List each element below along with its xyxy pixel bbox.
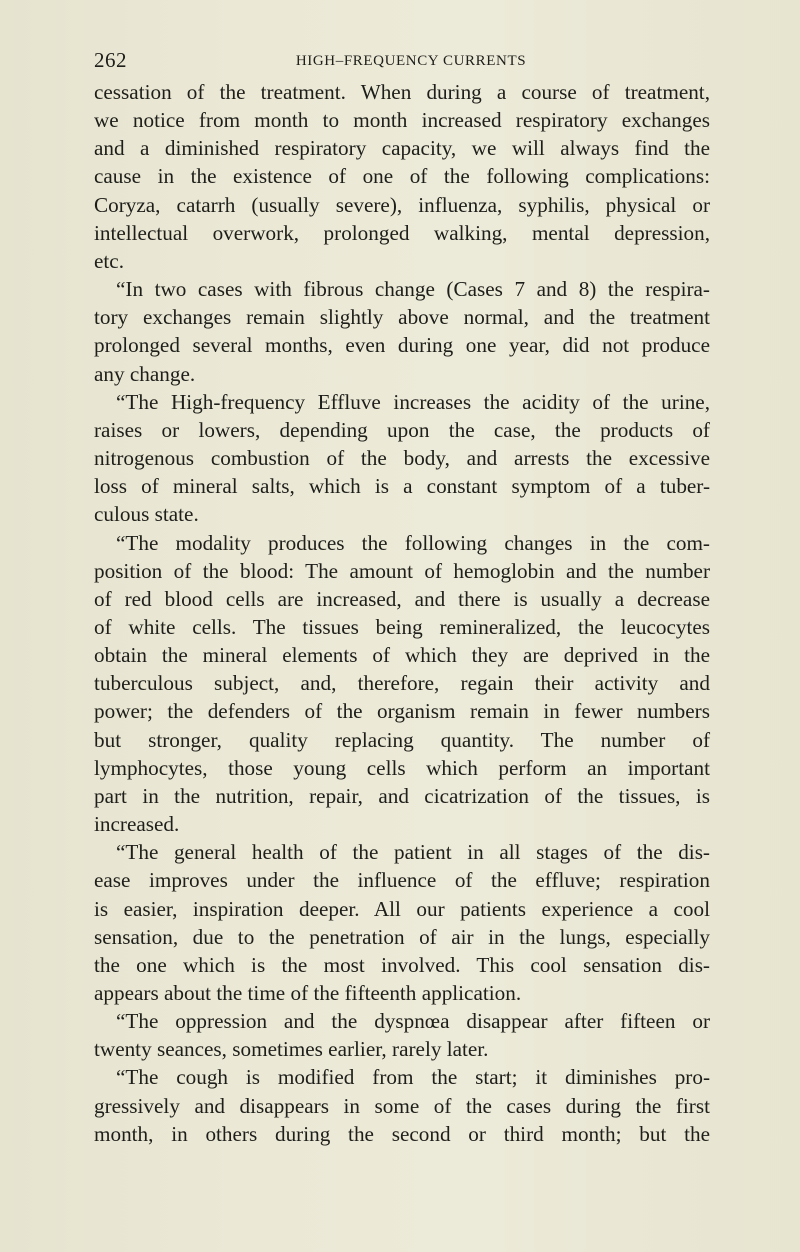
page-number: 262: [94, 48, 127, 72]
text-line: part in the nutrition, repair, and cicatrization of the tissues, is: [94, 783, 710, 808]
paragraph: [94, 529, 710, 839]
text-line: lymphocytes, those young cells which perform an important: [94, 755, 710, 780]
body-text: [94, 78, 710, 1148]
text-line: raises or lowers, depending upon the case, the products of: [94, 417, 710, 442]
text-line: power; the defenders of the organism remain in fewer numbers: [94, 699, 710, 724]
text-line: intellectual overwork, prolonged walking, mental depression,: [94, 220, 710, 245]
text-line: obtain the mineral elements of which they are deprived in the: [94, 643, 710, 668]
text-line: prolonged several months, even during one year, did not produce: [94, 333, 710, 358]
text-line: “The modality produces the following changes in the com-: [116, 530, 710, 555]
paragraph: [94, 78, 710, 275]
text-line: position of the blood: The amount of hemoglobin and the number: [94, 558, 710, 583]
text-line: etc.: [94, 248, 124, 273]
paragraph: [94, 388, 710, 529]
paragraph: [94, 275, 710, 388]
running-head: [94, 44, 710, 74]
text-line: “The High-frequency Effluve increases the acidity of the urine,: [116, 389, 710, 414]
text-line: nitrogenous combustion of the body, and arrests the excessive: [94, 446, 710, 471]
text-line: ease improves under the influence of the effluve; respiration: [94, 868, 710, 893]
text-line: but stronger, quality replacing quantity. The number of: [94, 727, 710, 752]
paragraph: [94, 1007, 710, 1063]
text-line: of red blood cells are increased, and there is usually a decrease: [94, 586, 710, 611]
text-line: “The general health of the patient in all stages of the dis-: [116, 840, 710, 865]
text-line: cause in the existence of one of the following complications:: [94, 164, 710, 189]
text-line: appears about the time of the fifteenth application.: [94, 981, 522, 1005]
text-line: sensation, due to the penetration of air in the lungs, especially: [94, 924, 710, 949]
paragraph: [94, 838, 710, 1007]
text-line: the one which is the most involved. This cool sensation dis-: [94, 952, 710, 977]
text-line: gressively and disappears in some of the cases during the first: [94, 1093, 710, 1118]
text-line: “The cough is modified from the start; it diminishes pro-: [116, 1065, 710, 1090]
text-line: culous state.: [94, 502, 199, 527]
text-line: “The oppression and the dyspnœa disappear after fifteen or: [116, 1009, 710, 1034]
text-line: any change.: [94, 361, 196, 386]
text-line: and a diminished respiratory capacity, we will always find the: [94, 136, 710, 161]
text-line: of white cells. The tissues being remineralized, the leucocytes: [94, 614, 710, 639]
text-line: loss of mineral salts, which is a constant symptom of a tuber-: [94, 474, 710, 499]
running-title: HIGH–FREQUENCY CURRENTS: [295, 53, 527, 69]
text-line: twenty seances, sometimes earlier, rarely later.: [94, 1037, 489, 1062]
text-line: tuberculous subject, and, therefore, regain their activity and: [94, 671, 710, 696]
text-line: is easier, inspiration deeper. All our patients experience a cool: [94, 896, 710, 921]
text-line: month, in others during the second or third month; but the: [94, 1121, 710, 1146]
text-line: “In two cases with fibrous change (Cases 7 and 8) the respira-: [116, 277, 710, 302]
paragraph: [94, 1063, 710, 1147]
text-line: cessation of the treatment. When during a course of treatment,: [94, 80, 710, 104]
book-page: [94, 44, 710, 1148]
text-line: increased.: [94, 812, 180, 837]
text-line: Coryza, catarrh (usually severe), influenza, syphilis, physical or: [94, 192, 710, 217]
text-line: we notice from month to month increased respiratory exchanges: [94, 108, 710, 133]
text-line: tory exchanges remain slightly above normal, and the treatment: [94, 305, 710, 330]
